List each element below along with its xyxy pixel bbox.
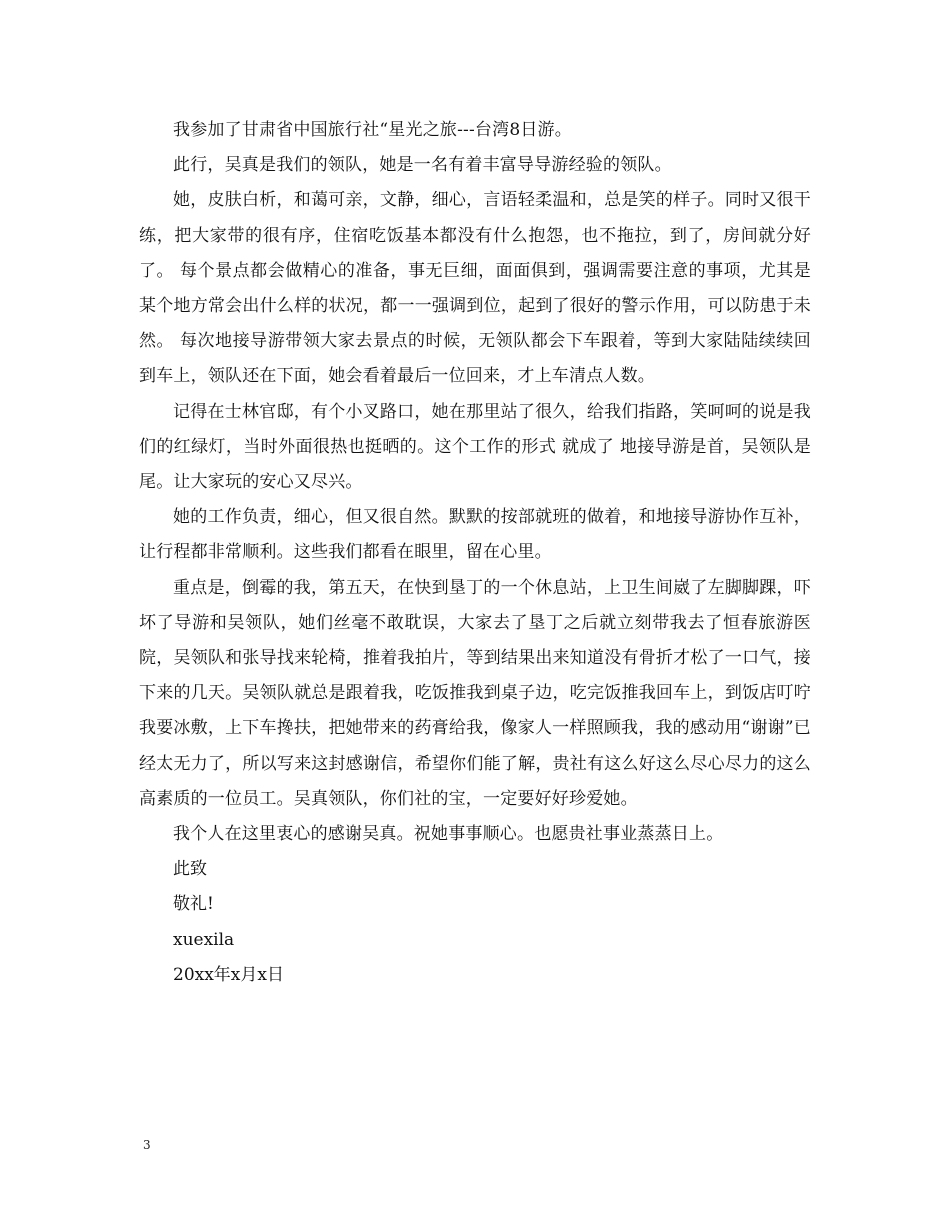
closing-regards: 敬礼! xyxy=(173,894,214,915)
paragraph-guide-intro: 此行，吴真是我们的领队，她是一名有着丰富导导游经验的领队。 xyxy=(173,155,672,176)
letter-date: 20xx年x月x日 xyxy=(173,964,284,985)
paragraph-guide-description: 她，皮肤白析，和蔼可亲，文静，细心，言语轻柔温和，总是笑的样子。同时又很干练，把大家带的很有序，住宿吃饭基本都没有什么抱怨，也不拖拉，到了，房间就分好了。 每个景点都会做精心的准备，事无巨细，面面俱到，强调需要注意的事项，尤其是某个地方常会出什么样的状况，都一一强调到位，起到了很好的警示作用，可以防患于未然。 每次地接导游带领大家去景点的时候，无领队都会下车跟着，等到大家陆陆续续回到车上，领队还在下面，她会看着最后一位回来，才上车清点人数。 xyxy=(139,190,811,387)
page-number: 3 xyxy=(143,1138,151,1152)
paragraph-work-attitude: 她的工作负责，细心，但又很自然。默默的按部就班的做着，和地接导游协作互补，让行程都非常顺利。这些我们都看在眼里，留在心里。 xyxy=(139,507,811,563)
signature: xuexila xyxy=(173,929,235,950)
paragraph-thanks: 我个人在这里衷心的感谢吴真。祝她事事顺心。也愿贵社事业蒸蒸日上。 xyxy=(173,824,724,845)
paragraph-injury-story: 重点是，倒霉的我，第五天，在快到垦丁的一个休息站，上卫生间崴了左脚脚踝，吓坏了导游和吴领队，她们丝毫不敢耽误，大家去了垦丁之后就立刻带我去了恒春旅游医院，吴领队和张导找来轮椅，推着我拍片，等到结果出来知道没有骨折才松了一口气，接下来的几天。吴领队就总是跟着我，吃饭推我到桌子边，吃完饭推我回车上，到饭店叮咛我要冰敷，上下车搀扶，把她带来的药膏给我，像家人一样照顾我，我的感动用“谢谢”已经太无力了，所以写来这封感谢信，希望你们能了解，贵社有这么好这么尽心尽力的这么高素质的一位员工。吴真领队，你们社的宝，一定要好好珍爱她。 xyxy=(139,577,811,809)
closing-salutation: 此致 xyxy=(173,859,207,880)
paragraph-intro: 我参加了甘肃省中国旅行社“星光之旅---台湾8日游。 xyxy=(173,120,572,140)
paragraph-shilin-memory: 记得在士林官邸，有个小叉路口，她在那里站了很久，给我们指路，笑呵呵的说是我们的红绿灯，当时外面很热也挺晒的。这个工作的形式 就成了 地接导游是首，吴领队是尾。让大家玩的安心又尽兴。 xyxy=(139,401,811,493)
letter-body xyxy=(139,113,811,993)
